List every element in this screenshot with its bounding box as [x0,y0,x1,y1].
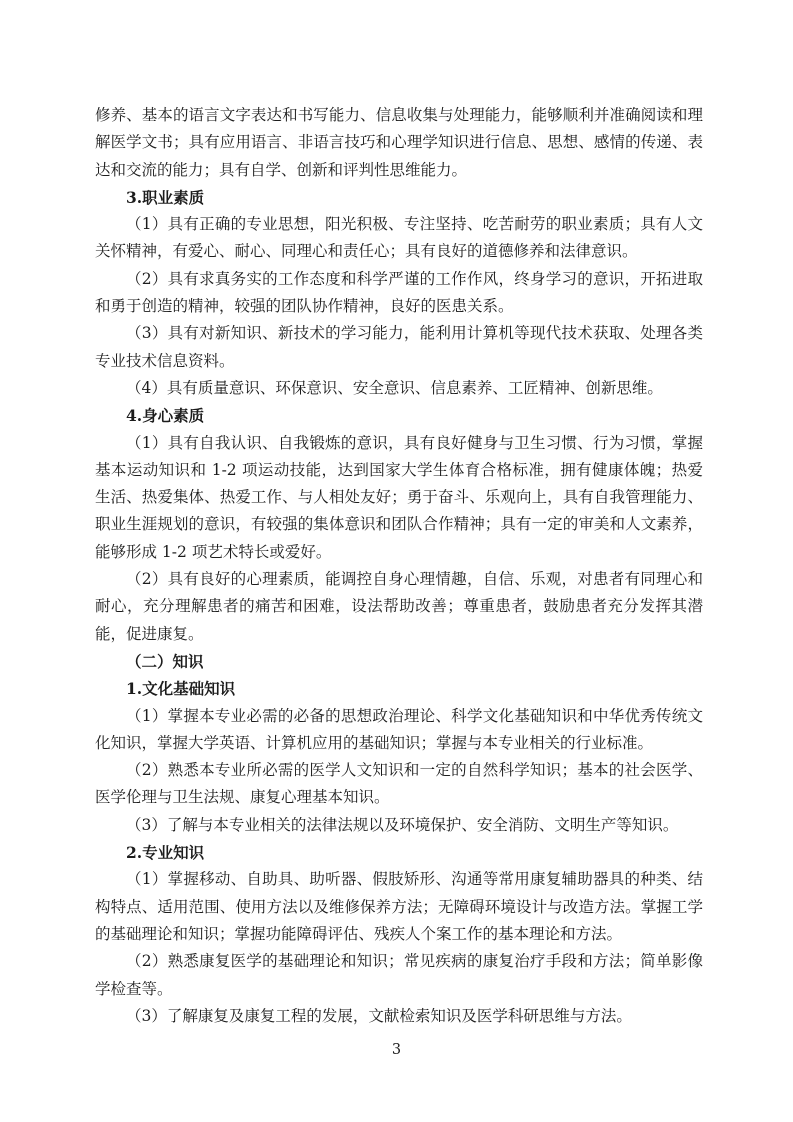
section-heading-knowledge: （二）知识 [126,651,204,671]
paragraph: （1）掌握本专业必需的必备的思想政治理论、科学文化基础知识和中华优秀传统文化知识，掌握大学英语、计算机应用的基础知识；掌握与本专业相关的行业标准。 [95,706,703,752]
paragraph: （1）掌握移动、自助具、助听器、假肢矫形、沟通等常用康复辅助器具的种类、结构特点、适用范围、使用方法以及维修保养方法；无障碍环境设计与改造方法。掌握工学的基础理论和知识；掌握功能障碍评估、残疾人个案工作的基本理论和方法。 [95,870,703,943]
paragraph: （1）具有正确的专业思想，阳光积极、专注坚持、吃苦耐劳的职业素质；具有人文关怀精神，有爱心、耐心、同理心和责任心；具有良好的道德修养和法律意识。 [95,215,703,261]
section-heading-professional-knowledge: 2.专业知识 [126,843,205,863]
paragraph: （2）熟悉康复医学的基础理论和知识；常见疾病的康复治疗手段和方法；简单影像学检查等。 [95,952,703,998]
paragraph: （2）熟悉本专业所必需的医学人文知识和一定的自然科学知识；基本的社会医学、医学伦理与卫生法规、康复心理基本知识。 [95,761,703,807]
section-heading-professional-quality: 3.职业素质 [126,187,205,207]
section-heading-physical-mental-quality: 4.身心素质 [126,406,205,426]
page-number: 3 [391,1042,402,1058]
paragraph: （2）具有良好的心理素质，能调控自身心理情趣，自信、乐观，对患者有同理心和耐心，充分理解患者的痛苦和困难，设法帮助改善；尊重患者，鼓励患者充分发挥其潜能，促进康复。 [95,570,703,643]
document-body [95,102,703,1030]
paragraph-continuation: 修养、基本的语言文字表达和书写能力、信息收集与处理能力，能够顺利并准确阅读和理解医学文书；具有应用语言、非语言技巧和心理学知识进行信息、思想、感情的传递、表达和交流的能力；具有自学、创新和评判性思维能力。 [95,106,703,179]
section-heading-cultural-basic-knowledge: 1.文化基础知识 [126,679,236,699]
paragraph: （2）具有求真务实的工作态度和科学严谨的工作作风，终身学习的意识，开拓进取和勇于创造的精神，较强的团队协作精神，良好的医患关系。 [95,269,703,316]
paragraph: （3）了解康复及康复工程的发展，文献检索知识及医学科研思维与方法。 [126,1006,632,1025]
paragraph: （4）具有质量意识、环保意识、安全意识、信息素养、工匠精神、创新思维。 [126,378,663,397]
paragraph: （3）具有对新知识、新技术的学习能力，能利用计算机等现代技术获取、处理各类专业技术信息资料。 [95,324,703,370]
paragraph: （3）了解与本专业相关的法律法规以及环境保护、安全消防、文明生产等知识。 [126,815,679,834]
paragraph: （1）具有自我认识、自我锻炼的意识，具有良好健身与卫生习惯、行为习惯，掌握基本运动知识和 1-2 项运动技能，达到国家大学生体育合格标准，拥有健康体魄；热爱生活、热爱集体、热爱工作、与人相处友好；勇于奋斗、乐观向上，具有自我管理能力、职业生涯规划的意识，有较强的集体意识和团队合作精神；具有一定的审美和人文素养，能够形成 1-2 项艺术特长或爱好。 [95,433,703,561]
